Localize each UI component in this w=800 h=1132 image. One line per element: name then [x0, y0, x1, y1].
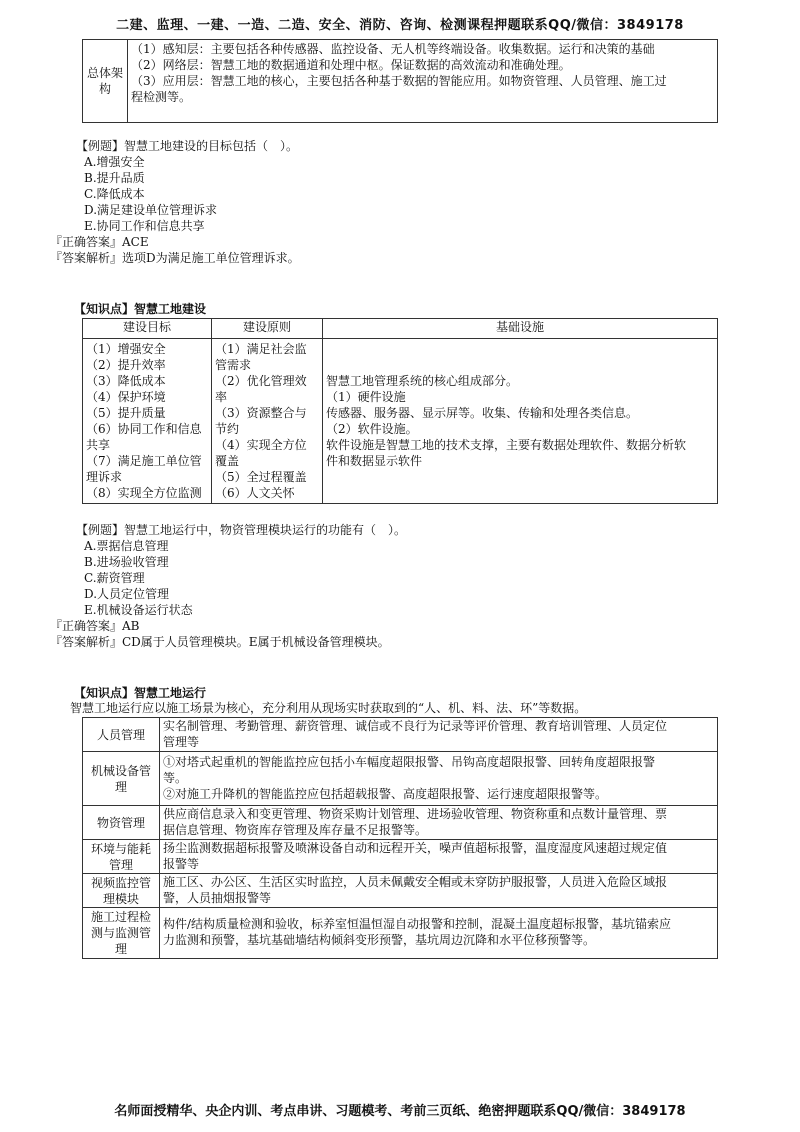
- row-label: 视频监控管 理模块: [83, 874, 160, 908]
- row-label: 施工过程检 测与监测管 理: [83, 908, 160, 959]
- infrastructure-cell: 智慧工地管理系统的核心组成部分。 （1）硬件设施 传感器、服务器、显示屏等。收集、传输和处理各类信息。 （2）软件设施。 软件设施是智慧工地的技术支撑，主要有数据处理软件、数据分析软 件和数据显示软件: [323, 339, 718, 504]
- page-header: 二建、监理、一建、一造、二造、安全、消防、咨询、检测课程押题联系QQ/微信：3849178: [116, 18, 684, 33]
- row-content: ①对塔式起重机的智能监控应包括小车幅度超限报警、吊钩高度超限报警、回转角度超限报警 等。 ②对施工升降机的智能监控应包括超载报警、高度超限报警、运行速度超限报警等。: [160, 752, 718, 806]
- option: C.薪资管理: [84, 571, 145, 585]
- column-header: 建设目标: [83, 319, 212, 339]
- column-header: 基础设施: [323, 319, 718, 339]
- construction-table: [82, 318, 718, 504]
- option: E.协同工作和信息共享: [84, 219, 205, 233]
- principles-cell: （1）满足社会监 管需求 （2）优化管理效 率 （3）资源整合与 节约 （4）实现全方位 覆盖 （5）全过程覆盖 （6）人文关怀: [212, 339, 323, 504]
- row-content: 供应商信息录入和变更管理、物资采购计划管理、进场验收管理、物资称重和点数计量管理、票 据信息管理、物资库存管理及库存量不足报警等。: [160, 806, 718, 840]
- option: B.进场验收管理: [84, 555, 169, 569]
- row-label: 物资管理: [83, 806, 160, 840]
- row-label: 机械设备管 理: [83, 752, 160, 806]
- row-label: 环境与能耗 管理: [83, 840, 160, 874]
- goals-cell: （1）增强安全 （2）提升效率 （3）降低成本 （4）保护环境 （5）提升质量 （6）协同工作和信息 共享 （7）满足施工单位管 理诉求 （8）实现全方位监测: [83, 339, 212, 504]
- row-content: 实名制管理、考勤管理、薪资管理、诚信或不良行为记录等评价管理、教育培训管理、人员定位 管理等: [160, 718, 718, 752]
- option: A.增强安全: [84, 155, 145, 169]
- example-2-analysis: 『答案解析』CD属于人员管理模块。E属于机械设备管理模块。: [50, 635, 390, 649]
- row-content: 构件/结构质量检测和验收，标养室恒温恒湿自动报警和控制，混凝土温度超标报警，基坑锚索应 力监测和预警，基坑基础墙结构倾斜变形预警，基坑周边沉降和水平位移预警等。: [160, 908, 718, 959]
- knowledge-point-title: 【知识点】智慧工地运行: [74, 686, 207, 700]
- option: B.提升品质: [84, 171, 145, 185]
- example-2-question: 【例题】智慧工地运行中，物资管理模块运行的功能有（ ）。: [76, 523, 407, 537]
- example-1-question: 【例题】智慧工地建设的目标包括（ ）。: [76, 139, 299, 153]
- option: C.降低成本: [84, 187, 145, 201]
- architecture-table: [82, 39, 718, 123]
- operation-table: [82, 717, 718, 959]
- row-content: 施工区、办公区、生活区实时监控，人员未佩戴安全帽或未穿防护服报警，人员进入危险区域报 警，人员抽烟报警等: [160, 874, 718, 908]
- example-2-answer: 『正确答案』AB: [50, 619, 140, 633]
- option: D.人员定位管理: [84, 587, 170, 601]
- knowledge-point-title: 【知识点】智慧工地建设: [74, 302, 207, 316]
- option: E.机械设备运行状态: [84, 603, 193, 617]
- page-footer: 名师面授精华、央企内训、考点串讲、习题模考、考前三页纸、绝密押题联系QQ/微信：3849178: [114, 1104, 686, 1119]
- example-1-analysis: 『答案解析』选项D为满足施工单位管理诉求。: [50, 251, 300, 265]
- architecture-label: 总体架构: [83, 40, 128, 123]
- example-1: [50, 138, 300, 266]
- column-header: 建设原则: [212, 319, 323, 339]
- example-2: [50, 522, 406, 650]
- knowledge-point-intro: 智慧工地运行应以施工场景为核心，充分利用从现场实时获取到的“人、机、料、法、环”等数据。: [70, 701, 587, 715]
- row-content: 扬尘监测数据超标报警及喷淋设备自动和远程开关，噪声值超标报警，温度湿度风速超过规定值 报警等: [160, 840, 718, 874]
- architecture-content: （1）感知层：主要包括各种传感器、监控设备、无人机等终端设备。收集数据。运行和决策的基础 （2）网络层：智慧工地的数据通道和处理中枢。保证数据的高效流动和准确处理。 （3）应用层：智慧工地的核心，主要包括各种基于数据的智能应用。如物资管理、人员管理、施工过 程检测等。: [128, 40, 718, 123]
- option: D.满足建设单位管理诉求: [84, 203, 218, 217]
- example-1-answer: 『正确答案』ACE: [50, 235, 149, 249]
- row-label: 人员管理: [83, 718, 160, 752]
- option: A.票据信息管理: [84, 539, 169, 553]
